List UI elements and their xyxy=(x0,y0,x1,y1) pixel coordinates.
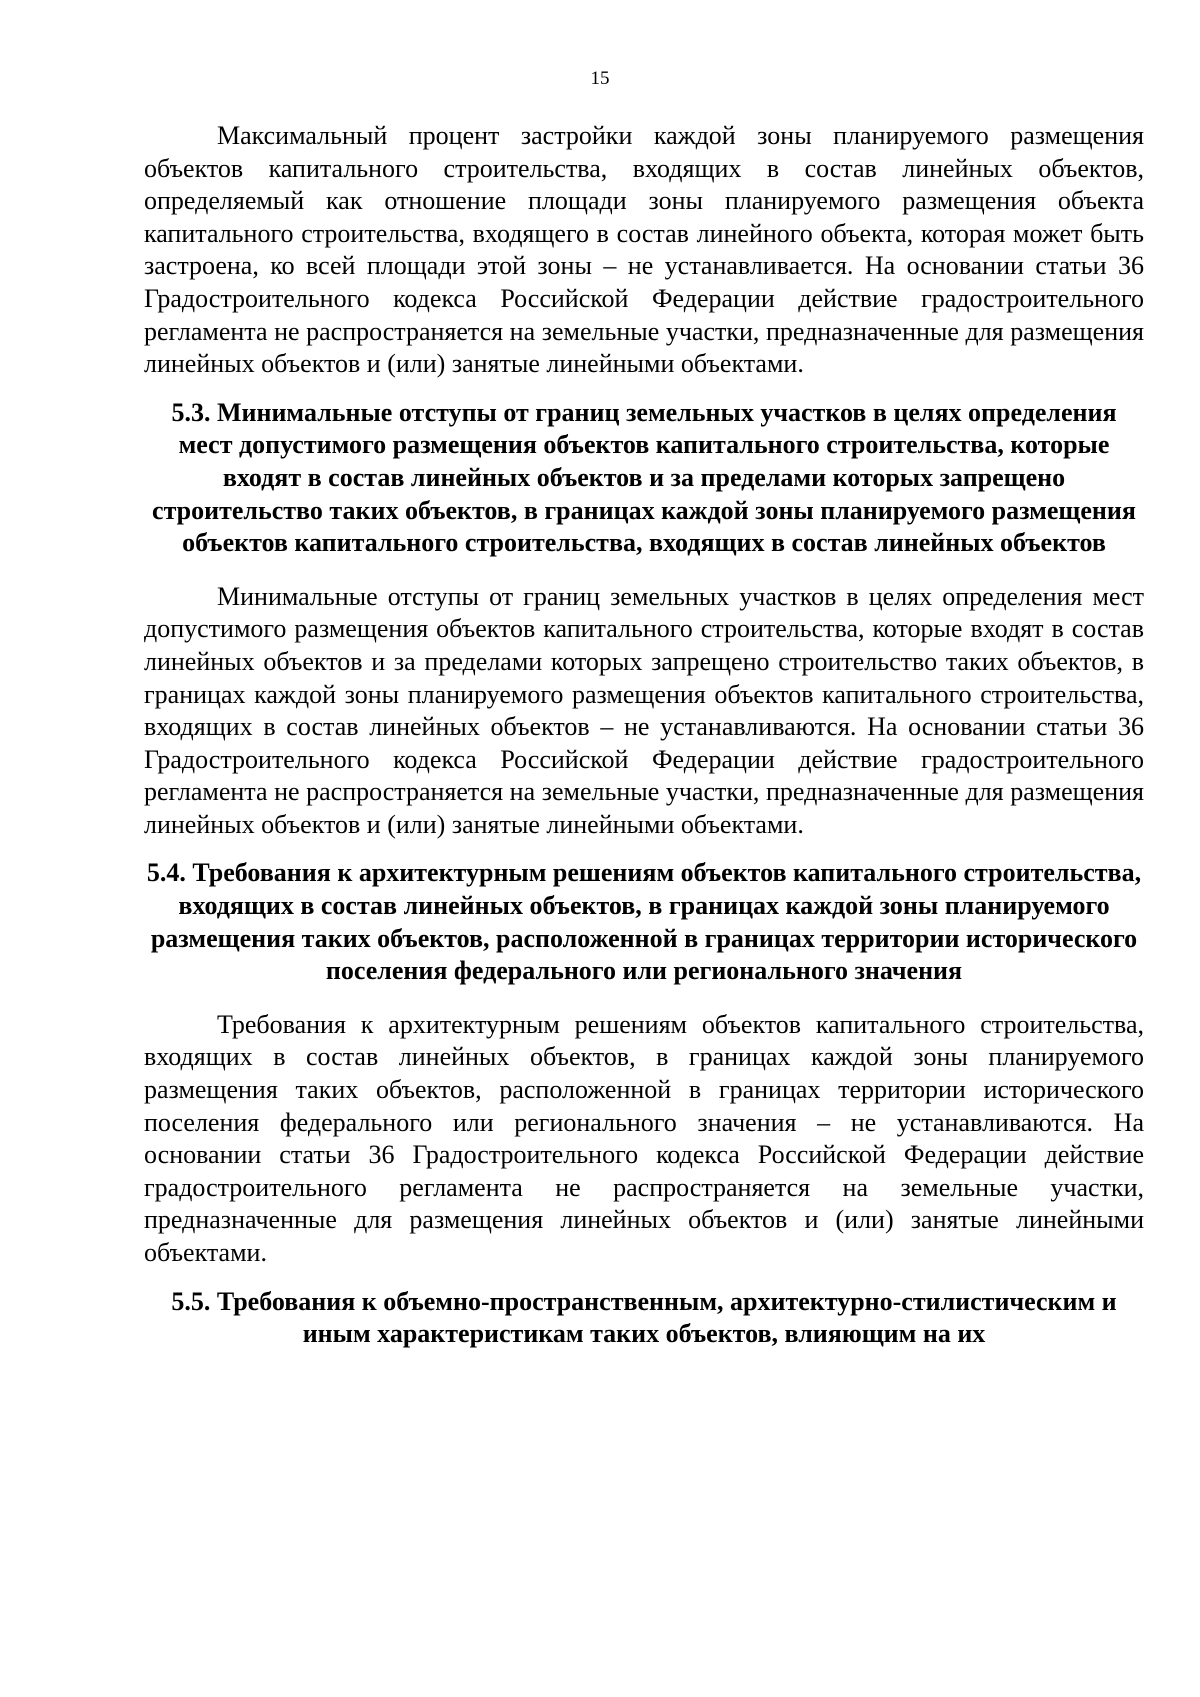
page-content xyxy=(144,120,1144,1351)
paragraph-architectural-requirements: Требования к архитектурным решениям объектов капитального строительства, входящих в состав линейных объектов, в границах каждой зоны планируемого размещения таких объектов, расположенной в границах территории исторического поселения федерального или регионального значения – не устанавливаются. На основании статьи 36 Градостроительного кодекса Российской Федерации действие градостроительного регламента не распространяется на земельные участки, предназначенные для размещения линейных объектов и (или) занятые линейными объектами. xyxy=(144,1009,1144,1267)
heading-5-3: 5.3. Минимальные отступы от границ земельных участков в целях определения мест допустимого размещения объектов капитального строительства, которые входят в состав линейных объектов и за пределами которых запрещено строительство таких объектов, в границах каждой зоны планируемого размещения объектов капитального строительства, входящих в состав линейных объектов xyxy=(152,397,1136,558)
heading-5-5: 5.5. Требования к объемно-пространственным, архитектурно-стилистическим и иным характеристикам таких объектов, влияющим на их xyxy=(171,1286,1117,1349)
heading-5-4: 5.4. Требования к архитектурным решениям объектов капитального строительства, входящих в состав линейных объектов, в границах каждой зоны планируемого размещения таких объектов, расположенной в границах территории исторического поселения федерального или регионального значения xyxy=(146,858,1142,986)
page-number: 15 xyxy=(590,68,610,89)
paragraph-min-setbacks: Минимальные отступы от границ земельных участков в целях определения мест допустимого размещения объектов капитального строительства, которые входят в состав линейных объектов и за пределами которых запрещено строительство таких объектов, в границах каждой зоны планируемого размещения объектов капитального строительства, входящих в состав линейных объектов – не устанавливаются. На основании статьи 36 Градостроительного кодекса Российской Федерации действие градостроительного регламента не распространяется на земельные участки, предназначенные для размещения линейных объектов и (или) занятые линейными объектами. xyxy=(144,581,1144,839)
paragraph-max-building-percent: Максимальный процент застройки каждой зоны планируемого размещения объектов капитального строительства, входящих в состав линейных объектов, определяемый как отношение площади зоны планируемого размещения объекта капитального строительства, входящего в состав линейного объекта, которая может быть застроена, ко всей площади этой зоны – не устанавливается. На основании статьи 36 Градостроительного кодекса Российской Федерации действие градостроительного регламента не распространяется на земельные участки, предназначенные для размещения линейных объектов и (или) занятые линейными объектами. xyxy=(144,121,1144,379)
